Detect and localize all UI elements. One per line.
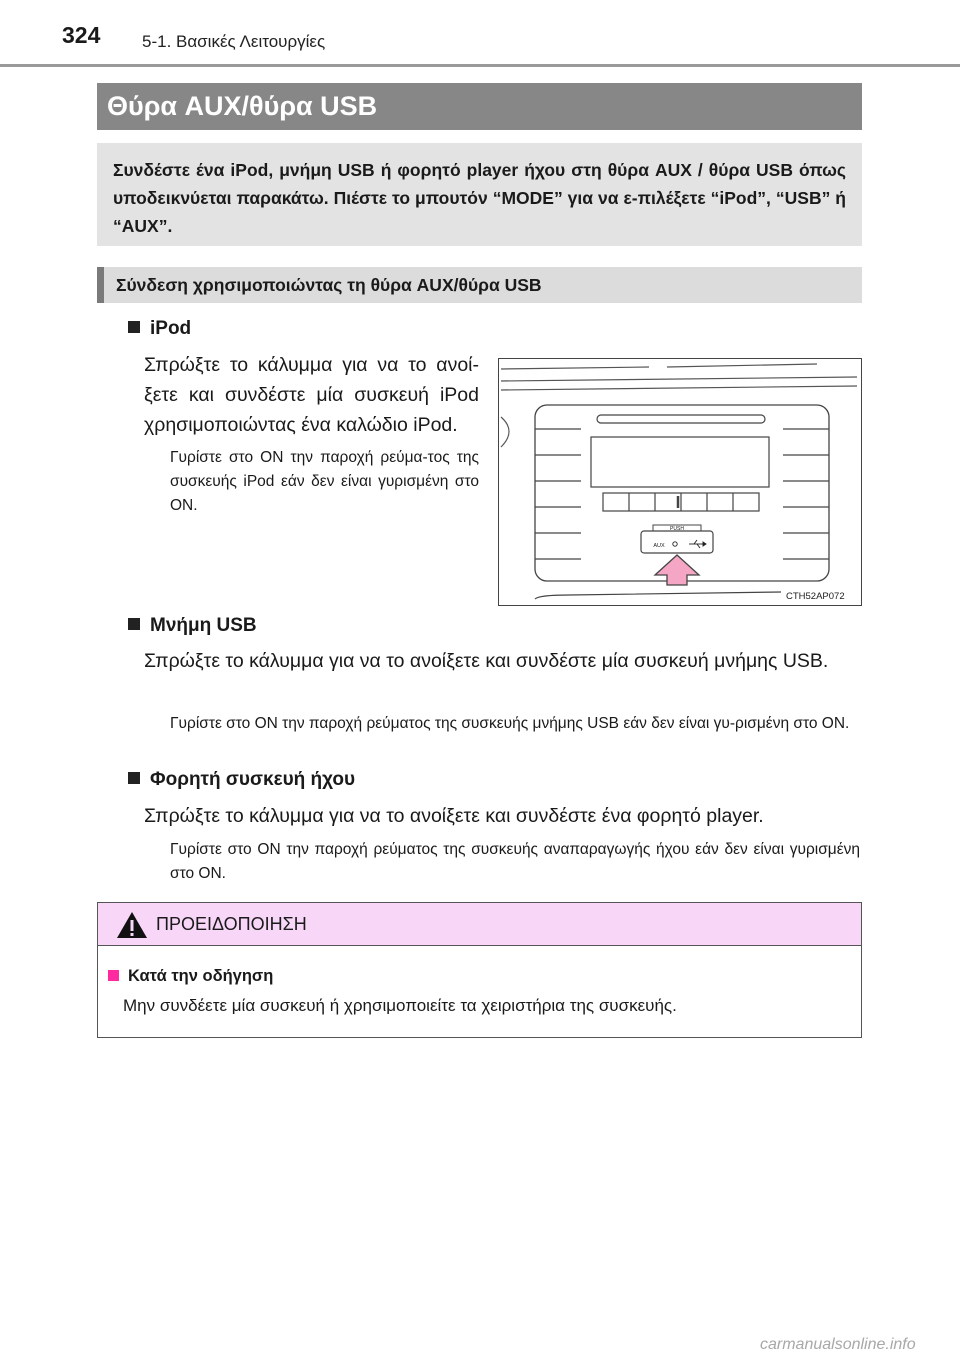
item-body-ipod: Σπρώξτε το κάλυμμα για να το ανοί-ξετε και συνδέστε μία συσκευή iPod χρησιμοποιώντας ένα καλώδιο iPod. <box>144 354 479 436</box>
warning-box <box>97 902 862 1038</box>
push-label: PUSH <box>670 526 684 532</box>
subsection-title: Σύνδεση χρησιμοποιώντας τη θύρα AUX/θύρα USB <box>97 267 862 303</box>
section-title: Θύρα AUX/θύρα USB <box>97 83 862 130</box>
bullet-square-icon <box>128 618 140 630</box>
audio-unit-drawing <box>499 359 861 605</box>
item-note-usb: Γυρίστε στο ON την παροχή ρεύματος της συσκευής μνήμης USB εάν δεν είναι γυ-ρισμένη στο ON. <box>170 715 850 732</box>
item-body-usb: Σπρώξτε το κάλυμμα για να το ανοίξετε και συνδέστε μία συσκευή μνήμης USB. <box>144 650 829 672</box>
chapter-title: 5-1. Βασικές Λειτουργίες <box>142 32 326 51</box>
warning-body: Μην συνδέετε μία συσκευή ή χρησιμοποιείτε τα χειριστήρια της συσκευής. <box>123 996 677 1015</box>
warning-title: ΠΡΟΕΙΔΟΠΟΙΗΣΗ <box>156 914 307 934</box>
bullet-square-icon <box>108 970 119 981</box>
page-number: 324 <box>62 22 101 48</box>
item-note-portable-audio: Γυρίστε στο ON την παροχή ρεύματος της συσκευής αναπαραγωγής ήχου εάν δεν είναι γυρισμένη στο ON. <box>170 841 860 882</box>
bullet-square-icon <box>128 321 140 333</box>
audio-unit-illustration <box>498 358 862 606</box>
item-title-portable-audio: Φορητή συσκευή ήχου <box>128 769 355 791</box>
footer-watermark: carmanualsonline.info <box>760 1336 916 1353</box>
figure-code: CTH52AP072 <box>786 591 845 602</box>
aux-label: AUX <box>653 543 665 549</box>
usb-icon <box>689 540 706 548</box>
warning-triangle-icon <box>116 911 148 939</box>
warning-header <box>98 903 861 946</box>
item-title-usb: Μνήμη USB <box>128 615 257 637</box>
item-note-ipod: Γυρίστε στο ON την παροχή ρεύμα-τος της συσκευής iPod εάν δεν είναι γυρισμένη στο ON. <box>170 449 479 514</box>
intro-box: Συνδέστε ένα iPod, μνήμη USB ή φορητό player ήχου στη θύρα AUX / θύρα USB όπως υποδεικνύεται παρακάτω. Πιέστε το μπουτόν “MODE” για να ε-πιλέξετε “iPod”, “USB” ή “AUX”. <box>97 143 862 246</box>
aux-jack-icon <box>673 542 677 546</box>
item-title-ipod: iPod <box>128 318 191 340</box>
warning-item-title: Κατά την οδήγηση <box>108 967 273 986</box>
item-body-portable-audio: Σπρώξτε το κάλυμμα για να το ανοίξετε και συνδέστε ένα φορητό player. <box>144 805 764 827</box>
header-divider <box>0 64 960 67</box>
bullet-square-icon <box>128 772 140 784</box>
